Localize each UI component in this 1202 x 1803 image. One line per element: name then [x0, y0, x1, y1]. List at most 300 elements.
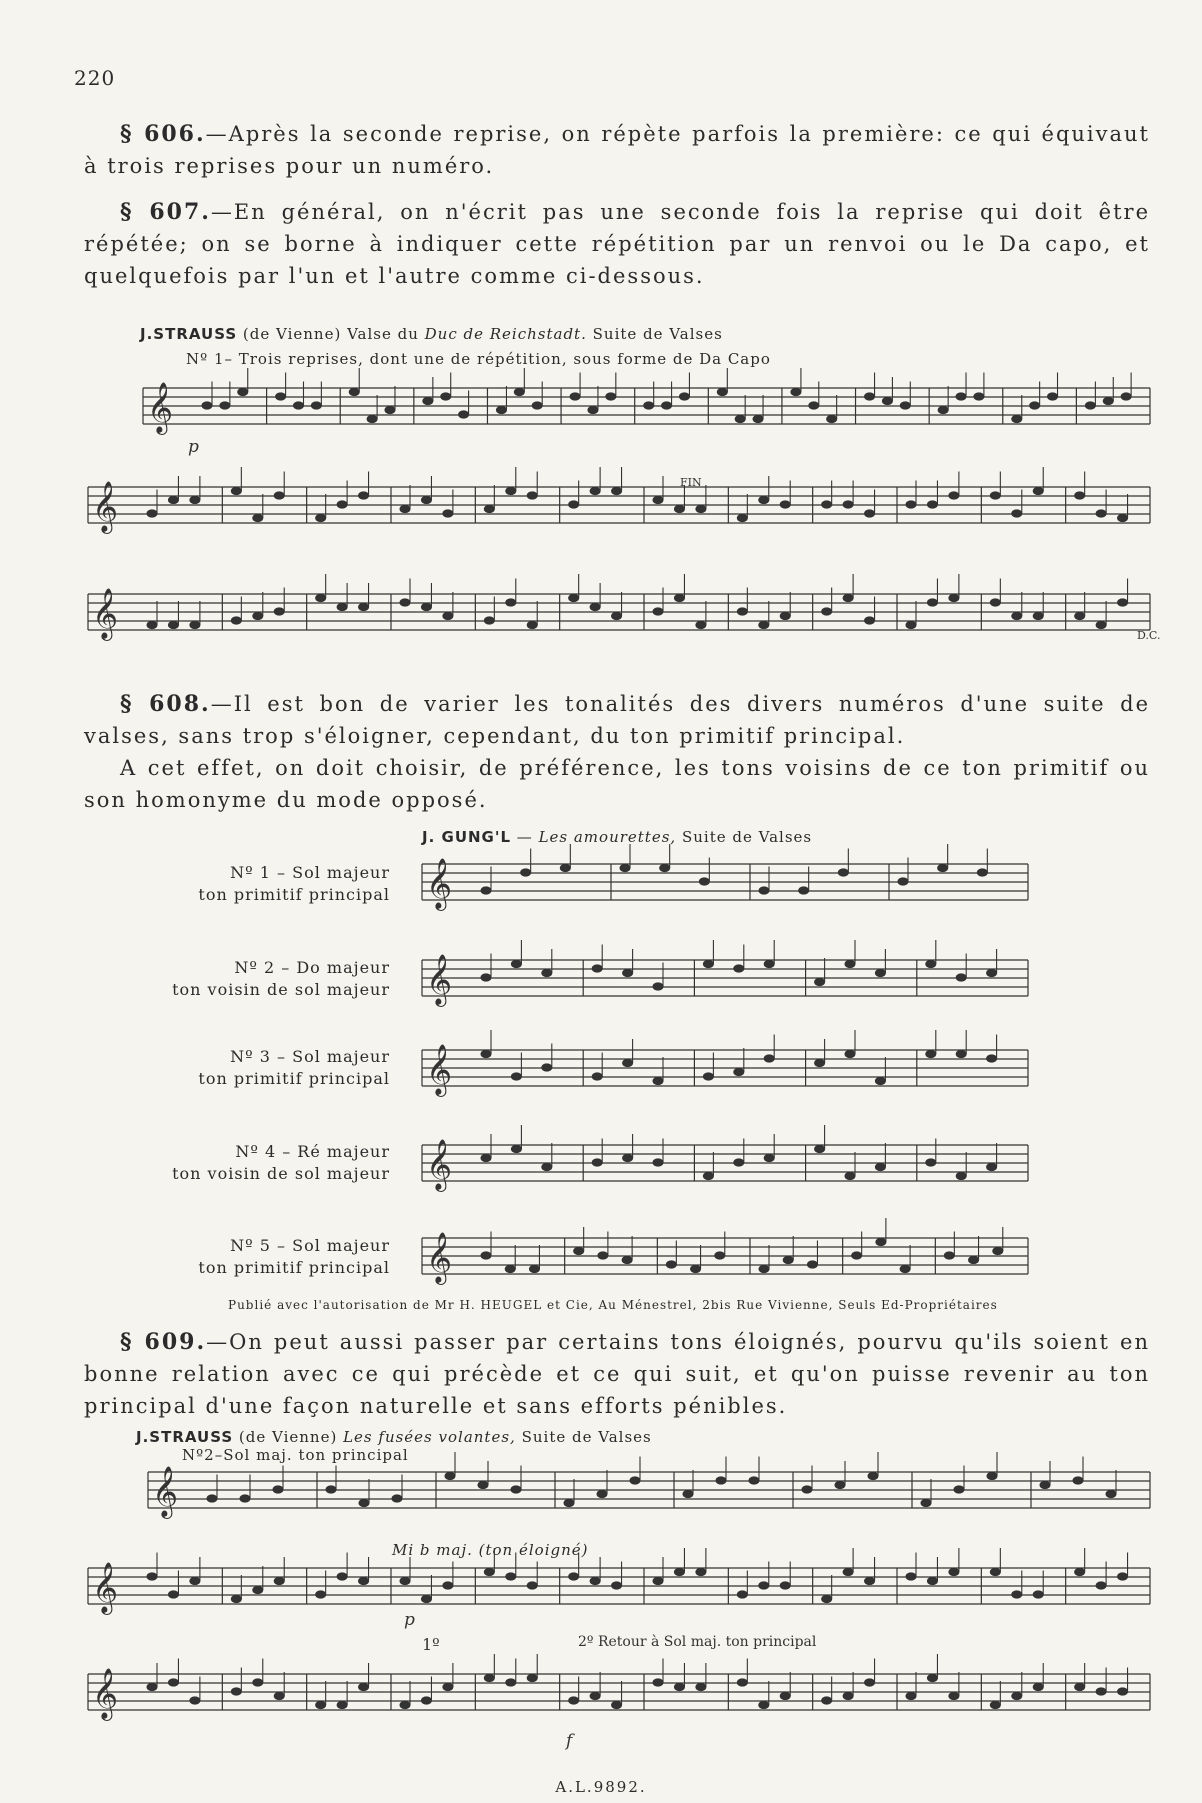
note-head	[906, 501, 916, 508]
note-head	[147, 1683, 157, 1690]
note-head	[168, 1591, 178, 1598]
note-head	[1085, 402, 1095, 409]
note-head	[527, 492, 537, 499]
note-head	[1118, 1688, 1128, 1695]
note-head	[759, 496, 769, 503]
note-head	[597, 1490, 607, 1497]
note-head	[1075, 612, 1085, 619]
note-head	[944, 1252, 954, 1259]
note-head	[443, 1683, 453, 1690]
work-suffix: Suite de Valses	[521, 1428, 652, 1446]
note-head	[875, 969, 885, 976]
note-head	[734, 1068, 744, 1075]
note-head	[845, 1050, 855, 1057]
note-head	[875, 1163, 885, 1170]
note-head	[838, 869, 848, 876]
note-head	[696, 621, 706, 628]
note-head	[802, 1486, 812, 1493]
note-head	[653, 1077, 663, 1084]
note-head	[311, 402, 321, 409]
composer-origin: (de Vienne)	[238, 1428, 338, 1446]
note-head	[653, 608, 663, 615]
treble-clef-icon: 𝄞	[426, 1044, 453, 1095]
note-head	[653, 1577, 663, 1584]
note-head	[1118, 1573, 1128, 1580]
note-head	[274, 1577, 284, 1584]
note-head	[592, 1073, 602, 1080]
note-head	[900, 1265, 910, 1272]
note-head	[865, 1679, 875, 1686]
note-head	[588, 406, 598, 413]
note-head	[653, 983, 663, 990]
fin-marker: FIN	[680, 476, 702, 489]
note-head	[202, 402, 212, 409]
note-head	[1096, 510, 1106, 517]
note-head	[569, 1573, 579, 1580]
note-head	[759, 1265, 769, 1272]
treble-clef-icon: 𝄞	[147, 382, 174, 433]
note-head	[147, 510, 157, 517]
work-suffix: Suite de Valses	[592, 325, 723, 343]
note-head	[253, 1679, 263, 1686]
note-head	[506, 1573, 516, 1580]
note-head	[511, 1145, 521, 1152]
note-head	[1075, 1683, 1085, 1690]
volta-1-label: 1º	[422, 1635, 440, 1654]
dynamic-piano: p	[188, 437, 199, 457]
note-head	[1033, 487, 1043, 494]
note-head	[949, 1568, 959, 1575]
note-head	[506, 1679, 516, 1686]
note-head	[882, 397, 892, 404]
paragraph-text: —En général, on n'écrit pas une seconde fois la reprise qui doit être répétée; on se borne à indiquer cette répétition par un renvoi ou le Da capo, et quelquefois par l'un et l'autre comme ci-dessous.	[84, 200, 1151, 288]
note-head	[392, 1495, 402, 1502]
work-title: Duc de Reichstadt.	[424, 325, 587, 343]
note-head	[969, 1256, 979, 1263]
note-head	[511, 1486, 521, 1493]
note-head	[274, 608, 284, 615]
note-head	[598, 1252, 608, 1259]
note-head	[316, 594, 326, 601]
paragraph-text: —On peut aussi passer par certains tons éloignés, pourvu qu'ils soient en bonne relation avec ce qui précède et ce qui suit, et qu'on puisse revenir au ton principal d'une façon naturelle et sans efforts pénibles.	[84, 1330, 1150, 1418]
section-number: § 608.	[120, 691, 211, 717]
note-head	[496, 406, 506, 413]
paragraph-text: —Il est bon de varier les tonalités des divers numéros d'une suite de valses, sans trop s'éloigner, cependant, du ton primitif principal.	[84, 692, 1151, 748]
example-2-label-4: Nº 4 – Ré majeur ton voisin de sol majeur	[172, 1142, 390, 1183]
note-head	[696, 1683, 706, 1690]
note-head	[717, 388, 727, 395]
note-head	[783, 1256, 793, 1263]
treble-clef-icon: 𝄞	[426, 858, 453, 909]
note-head	[852, 1252, 862, 1259]
note-head	[505, 1265, 515, 1272]
composer-origin: (de Vienne) Valse du	[242, 325, 419, 343]
note-head	[168, 496, 178, 503]
note-head	[560, 864, 570, 871]
note-head	[749, 1477, 759, 1484]
note-head	[220, 402, 230, 409]
note-head	[527, 621, 537, 628]
note-head	[993, 1247, 1003, 1254]
treble-clef-icon: 𝄞	[92, 1562, 119, 1613]
note-head	[987, 969, 997, 976]
page-number: 220	[74, 66, 116, 90]
note-head	[542, 1064, 552, 1071]
note-head	[441, 393, 451, 400]
work-title: — Les amourettes,	[516, 828, 677, 846]
note-head	[481, 1154, 491, 1161]
treble-clef-icon: 𝄞	[426, 1139, 453, 1190]
note-head	[753, 415, 763, 422]
note-head	[570, 393, 580, 400]
note-head	[926, 1159, 936, 1166]
note-head	[240, 1495, 250, 1502]
note-head	[459, 411, 469, 418]
note-head	[612, 1701, 622, 1708]
note-head	[606, 393, 616, 400]
note-head	[990, 492, 1000, 499]
note-head	[734, 965, 744, 972]
note-head	[478, 1481, 488, 1488]
note-head	[876, 1238, 886, 1245]
note-head	[569, 501, 579, 508]
example-2-staff-1	[422, 864, 1028, 900]
note-head	[737, 1591, 747, 1598]
note-head	[1012, 1692, 1022, 1699]
plate-number: A.L.9892.	[555, 1778, 647, 1796]
note-head	[780, 1582, 790, 1589]
note-head	[938, 406, 948, 413]
note-head	[865, 510, 875, 517]
note-head	[780, 1692, 790, 1699]
note-head	[764, 960, 774, 967]
note-head	[906, 1573, 916, 1580]
note-head	[349, 388, 359, 395]
note-head	[1030, 402, 1040, 409]
note-head	[484, 1674, 494, 1681]
note-head	[759, 621, 769, 628]
note-head	[949, 594, 959, 601]
note-head	[147, 1573, 157, 1580]
note-head	[623, 1154, 633, 1161]
treble-clef-icon: 𝄞	[92, 1668, 119, 1719]
note-head	[703, 1172, 713, 1179]
note-head	[927, 599, 937, 606]
note-head	[590, 603, 600, 610]
note-head	[590, 1692, 600, 1699]
work-suffix: Suite de Valses	[681, 828, 813, 846]
volta-2-label: 2º Retour à Sol maj. ton principal	[578, 1634, 817, 1650]
note-head	[1012, 415, 1022, 422]
note-head	[906, 1692, 916, 1699]
note-head	[938, 864, 948, 871]
note-head	[674, 1568, 684, 1575]
note-head	[987, 1055, 997, 1062]
note-head	[316, 1591, 326, 1598]
publisher-credit: Publié avec l'autorisation de Mr H. HEUGEL et Cie, Au Ménestrel, 2bis Rue Vivienne, Seuls Ed-Propriétaires	[228, 1298, 998, 1312]
section-number: § 606.	[120, 121, 206, 147]
note-head	[843, 1568, 853, 1575]
treble-clef-icon: 𝄞	[152, 1466, 179, 1517]
note-head	[927, 1577, 937, 1584]
note-head	[674, 1683, 684, 1690]
note-head	[716, 1477, 726, 1484]
note-head	[674, 505, 684, 512]
note-head	[1012, 510, 1022, 517]
note-head	[927, 1674, 937, 1681]
note-head	[564, 1499, 574, 1506]
note-head	[421, 1697, 431, 1704]
note-head	[1096, 1688, 1106, 1695]
example-2-label-1: Nº 1 – Sol majeur ton primitif principal	[198, 863, 390, 904]
note-head	[1040, 1481, 1050, 1488]
note-head	[421, 603, 431, 610]
note-head	[737, 1679, 747, 1686]
note-head	[990, 1568, 1000, 1575]
note-head	[484, 617, 494, 624]
treble-clef-icon: 𝄞	[426, 1232, 453, 1283]
note-head	[630, 1477, 640, 1484]
note-head	[542, 1163, 552, 1170]
note-head	[623, 969, 633, 976]
note-head	[845, 1172, 855, 1179]
note-head	[529, 1265, 539, 1272]
note-head	[359, 1577, 369, 1584]
note-head	[590, 1577, 600, 1584]
note-head	[168, 1679, 178, 1686]
note-head	[400, 1577, 410, 1584]
note-head	[764, 1154, 774, 1161]
note-head	[737, 514, 747, 521]
note-head	[822, 501, 832, 508]
note-head	[956, 1172, 966, 1179]
note-head	[703, 960, 713, 967]
composer-name: J.STRAUSS	[140, 325, 238, 343]
note-head	[484, 505, 494, 512]
note-head	[1012, 1591, 1022, 1598]
section-number: § 609.	[120, 1329, 207, 1355]
example-3-subtitle: Nº2–Sol maj. ton principal	[182, 1446, 409, 1464]
note-head	[592, 965, 602, 972]
note-head	[926, 960, 936, 967]
note-head	[1033, 1591, 1043, 1598]
note-head	[1096, 1582, 1106, 1589]
note-head	[921, 1499, 931, 1506]
note-head	[592, 1159, 602, 1166]
treble-clef-icon: 𝄞	[426, 954, 453, 1005]
note-head	[190, 1577, 200, 1584]
note-head	[316, 514, 326, 521]
note-head	[1048, 393, 1058, 400]
note-head	[956, 974, 966, 981]
note-head	[359, 1499, 369, 1506]
note-head	[421, 496, 431, 503]
note-head	[1075, 1568, 1085, 1575]
example-3-staff-1	[148, 1472, 1150, 1508]
note-head	[337, 1701, 347, 1708]
note-head	[653, 1159, 663, 1166]
note-head	[696, 505, 706, 512]
note-head	[443, 1582, 453, 1589]
note-head	[843, 501, 853, 508]
dynamic-piano: p	[404, 1610, 415, 1630]
note-head	[791, 388, 801, 395]
note-head	[542, 969, 552, 976]
note-head	[990, 1701, 1000, 1708]
note-head	[231, 617, 241, 624]
note-head	[622, 1256, 632, 1263]
note-head	[274, 492, 284, 499]
note-head	[1073, 1477, 1083, 1484]
note-head	[987, 1163, 997, 1170]
note-head	[400, 1701, 410, 1708]
note-head	[674, 594, 684, 601]
note-head	[734, 1159, 744, 1166]
note-head	[822, 1595, 832, 1602]
note-head	[612, 487, 622, 494]
note-head	[590, 487, 600, 494]
note-head	[359, 492, 369, 499]
note-head	[809, 402, 819, 409]
note-head	[253, 514, 263, 521]
note-head	[822, 1697, 832, 1704]
note-head	[898, 878, 908, 885]
example-1-staff-3	[88, 594, 1150, 630]
treble-clef-icon: 𝄞	[92, 481, 119, 532]
note-head	[316, 1701, 326, 1708]
note-head	[623, 1059, 633, 1066]
note-head	[514, 388, 524, 395]
note-head	[868, 1472, 878, 1479]
note-head	[759, 1701, 769, 1708]
note-head	[1106, 1490, 1116, 1497]
note-head	[660, 864, 670, 871]
note-head	[481, 974, 491, 981]
note-head	[1096, 621, 1106, 628]
note-head	[954, 1486, 964, 1493]
note-head	[337, 603, 347, 610]
note-head	[644, 402, 654, 409]
note-head	[759, 887, 769, 894]
note-head	[481, 1050, 491, 1057]
note-head	[662, 402, 672, 409]
note-head	[780, 501, 790, 508]
note-head	[293, 402, 303, 409]
note-head	[337, 1573, 347, 1580]
note-head	[574, 1247, 584, 1254]
note-head	[276, 393, 286, 400]
note-head	[231, 487, 241, 494]
note-head	[511, 1073, 521, 1080]
note-head	[367, 415, 377, 422]
note-head	[666, 1261, 676, 1268]
note-head	[620, 864, 630, 871]
note-head	[443, 510, 453, 517]
note-head	[532, 402, 542, 409]
note-head	[977, 869, 987, 876]
note-head	[190, 496, 200, 503]
note-head	[527, 1674, 537, 1681]
note-head	[359, 603, 369, 610]
note-head	[653, 1679, 663, 1686]
note-head	[703, 1073, 713, 1080]
note-head	[337, 501, 347, 508]
work-title: Les fusées volantes,	[343, 1428, 516, 1446]
note-head	[653, 496, 663, 503]
note-head	[359, 1683, 369, 1690]
note-head	[231, 1688, 241, 1695]
note-head	[715, 1252, 725, 1259]
note-head	[147, 621, 157, 628]
note-head	[815, 978, 825, 985]
composer-name: J. GUNG'L	[422, 828, 512, 846]
note-head	[506, 599, 516, 606]
note-head	[875, 1077, 885, 1084]
paragraph-text: —Après la seconde reprise, on répète parfois la première: ce qui équivaut à trois reprises pour un numéro.	[84, 122, 1150, 178]
note-head	[1033, 612, 1043, 619]
note-head	[843, 1692, 853, 1699]
paragraph-text: A cet effet, on doit choisir, de préférence, les tons voisins de ce ton primitif ou son homonyme du mode opposé.	[84, 756, 1150, 812]
note-head	[423, 397, 433, 404]
note-head	[506, 487, 516, 494]
note-head	[1118, 599, 1128, 606]
note-head	[273, 1486, 283, 1493]
note-head	[865, 393, 875, 400]
note-head	[231, 1595, 241, 1602]
note-head	[807, 1261, 817, 1268]
da-capo-marker: D.C.	[1137, 629, 1161, 642]
note-head	[679, 393, 689, 400]
note-head	[799, 887, 809, 894]
note-head	[1075, 492, 1085, 499]
note-head	[822, 608, 832, 615]
note-head	[484, 1568, 494, 1575]
note-head	[956, 393, 966, 400]
note-head	[1033, 1683, 1043, 1690]
note-head	[735, 415, 745, 422]
example-2-staff-3	[422, 1050, 1028, 1086]
note-head	[764, 1055, 774, 1062]
section-number: § 607.	[120, 199, 211, 225]
note-head	[1012, 612, 1022, 619]
note-head	[1118, 514, 1128, 521]
composer-name: J.STRAUSS	[136, 1428, 234, 1446]
note-head	[990, 599, 1000, 606]
note-head	[385, 406, 395, 413]
treble-clef-icon: 𝄞	[92, 588, 119, 639]
note-head	[1103, 397, 1113, 404]
note-head	[780, 612, 790, 619]
note-head	[481, 887, 491, 894]
note-head	[326, 1486, 336, 1493]
modulation-label: Mi b maj. (ton éloigné)	[392, 1541, 589, 1559]
note-head	[815, 1059, 825, 1066]
note-head	[835, 1481, 845, 1488]
note-head	[253, 612, 263, 619]
note-head	[843, 594, 853, 601]
note-head	[691, 1265, 701, 1272]
note-head	[927, 501, 937, 508]
note-head	[612, 1582, 622, 1589]
note-head	[569, 1697, 579, 1704]
note-head	[906, 621, 916, 628]
note-head	[949, 1692, 959, 1699]
example-2-label-2: Nº 2 – Do majeur ton voisin de sol majeur	[172, 958, 390, 999]
note-head	[974, 393, 984, 400]
note-head	[956, 1050, 966, 1057]
note-head	[274, 1692, 284, 1699]
note-head	[190, 621, 200, 628]
